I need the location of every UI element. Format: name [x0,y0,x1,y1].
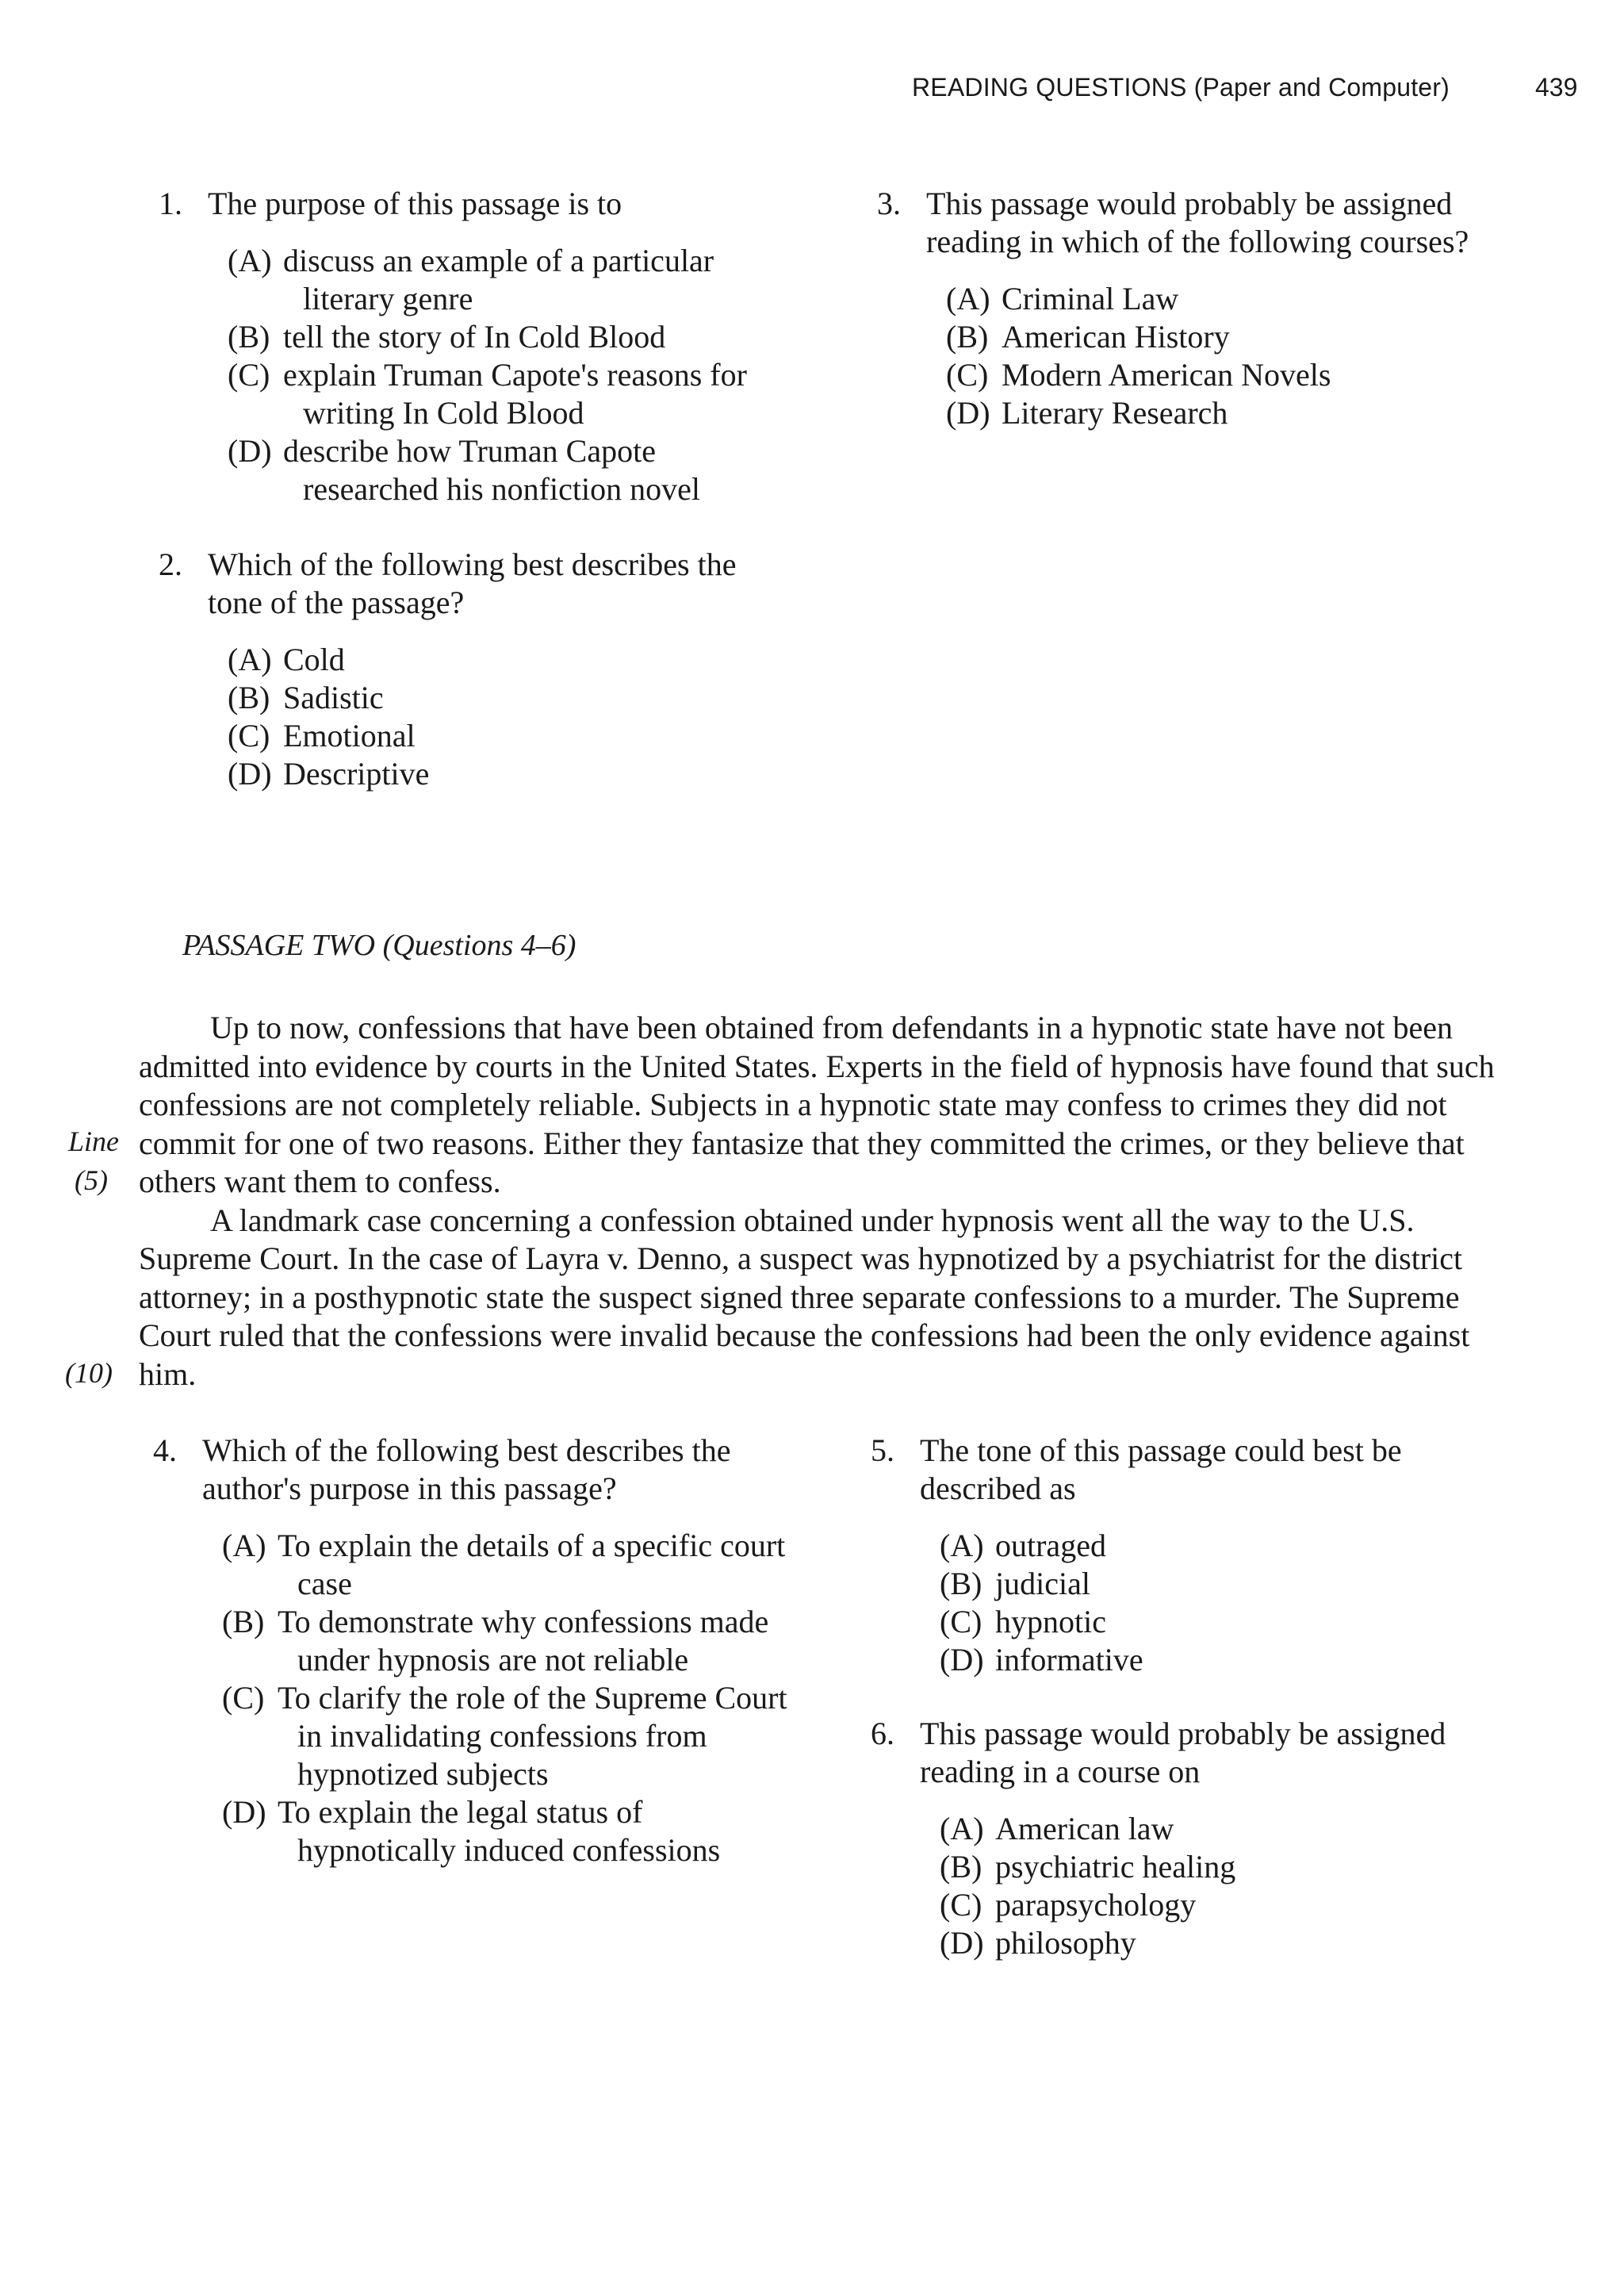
answer-option-c[interactable]: (C) explain Truman Capote's reasons for writing In Cold Blood [228,357,747,431]
passage-paragraph-1: Up to now, confessions that have been obtained from defendants in a hypnotic state have not been admitted into evidence by courts in the United States. Experts in the field of hypnosis have found that such confessions are not completely reliable. Subjects in a hypnotic state may confess to crimes they did not commit for one of two reasons. Either they fantasize that they committed the crimes, or they believe that others want them to confess. [139,1010,1495,1199]
question-stem [877,185,1511,261]
answer-option-b[interactable]: (B) Sadistic [228,680,384,715]
passage-paragraph-2: A landmark case concerning a confession obtained under hypnosis went all the way to the U.S. Supreme Court. In the case of Layra v. Denno, a suspect was hypnotized by a psychiatrist for the district attorney; in a posthypnotic state the suspect signed three separate confessions to a murder. The Supreme Court ruled that the confessions were invalid because the confessions had been the only evidence against him. [139,1202,1470,1392]
line-number-5: (5) [75,1164,108,1196]
question-text: The purpose of this passage is to [208,186,622,221]
running-header: READING QUESTIONS (Paper and Computer) [912,73,1450,102]
answer-option-a[interactable]: (A) To explain the details of a specific court case [222,1528,786,1601]
answer-option-a[interactable]: (A) American law [940,1811,1174,1846]
answer-option-d[interactable]: (D) To explain the legal status of hypnotically induced confessions [222,1794,721,1868]
answer-option-d[interactable]: (D) Descriptive [228,756,430,792]
question-stem [153,1432,795,1508]
answer-option-b[interactable]: (B) judicial [940,1566,1090,1601]
answer-option-c[interactable]: (C) hypnotic [940,1604,1106,1639]
line-label: Line [68,1125,120,1157]
passage-heading: PASSAGE TWO (Questions 4–6) [182,929,576,962]
question-number: 6. [871,1716,894,1751]
question-1 [159,185,793,508]
passage-two-text [139,1009,1495,1394]
question-6 [871,1715,1521,1962]
answer-option-b[interactable]: (B) tell the story of In Cold Blood [228,319,666,355]
answer-option-b[interactable]: (B) psychiatric healing [940,1849,1236,1884]
question-5 [871,1432,1521,1679]
answer-option-a[interactable]: (A) outraged [940,1528,1106,1563]
answer-option-a[interactable]: (A) Cold [228,642,345,677]
answer-option-d[interactable]: (D) Literary Research [946,395,1228,431]
question-text: This passage would probably be assigned reading in which of the following courses? [926,186,1469,259]
answer-option-c[interactable]: (C) parapsychology [940,1887,1197,1923]
question-2 [159,546,793,793]
question-stem [159,185,793,223]
page-number: 439 [1535,73,1578,102]
answer-options [871,1527,1521,1679]
question-stem [871,1432,1521,1508]
question-number: 4. [153,1432,177,1468]
answer-option-c[interactable]: (C) Modern American Novels [946,357,1331,393]
question-number: 3. [877,186,901,221]
question-stem [871,1715,1521,1791]
question-number: 5. [871,1432,894,1468]
question-number: 2. [159,546,182,582]
question-4 [153,1432,795,1869]
answer-option-c[interactable]: (C) To clarify the role of the Supreme Court in invalidating confessions from hypnotized subjects [222,1680,787,1792]
question-number: 1. [159,186,182,221]
answer-option-a[interactable]: (A) Criminal Law [946,281,1179,316]
question-text: Which of the following best describes the tone of the passage? [208,546,737,620]
line-number-10: (10) [65,1357,113,1389]
question-3 [877,185,1511,432]
question-text: Which of the following best describes the author's purpose in this passage? [202,1432,731,1506]
question-stem [159,546,793,622]
question-text: The tone of this passage could best be described as [920,1432,1402,1506]
answer-option-d[interactable]: (D) philosophy [940,1925,1136,1961]
answer-options [159,641,793,793]
answer-options [877,280,1511,432]
answer-option-d[interactable]: (D) describe how Truman Capote researched his nonfiction novel [228,433,700,507]
answer-option-a[interactable]: (A) discuss an example of a particular literary genre [228,243,714,316]
answer-option-b[interactable]: (B) To demonstrate why confessions made under hypnosis are not reliable [222,1604,769,1677]
question-text: This passage would probably be assigned reading in a course on [920,1716,1446,1789]
answer-options [153,1527,795,1869]
answer-option-c[interactable]: (C) Emotional [228,718,416,753]
answer-options [159,242,793,508]
answer-option-d[interactable]: (D) informative [940,1642,1143,1677]
answer-options [871,1810,1521,1962]
answer-option-b[interactable]: (B) American History [946,319,1230,355]
